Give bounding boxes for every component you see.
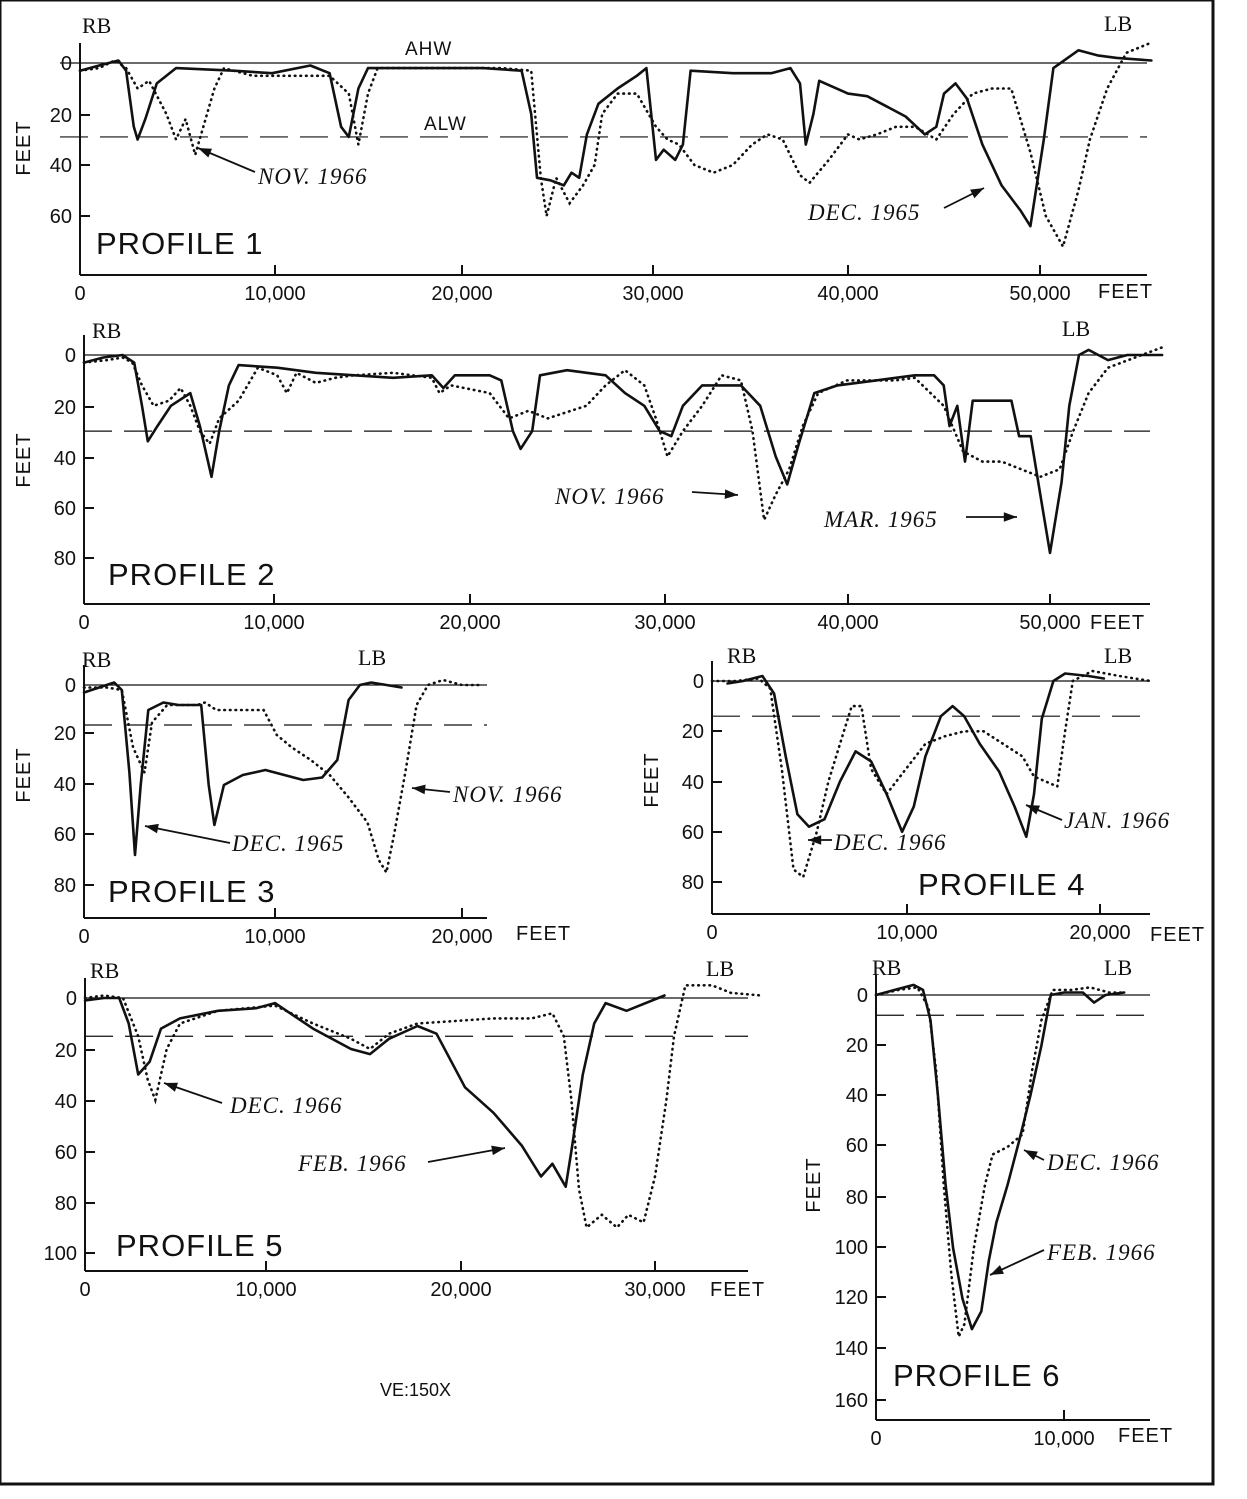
x-unit-label: FEET [1150, 924, 1206, 946]
y-axis-label: FEET [13, 432, 35, 488]
high-water-label: AHW [405, 39, 453, 60]
annotation-label: DEC. 1966 [1047, 1150, 1160, 1175]
left-bank-label: LB [1104, 955, 1133, 980]
series-jan-1966 [728, 674, 1104, 837]
profile-1-chart [13, 11, 1153, 305]
y-tick-label: 0 [60, 53, 72, 75]
profile-5-chart [44, 956, 766, 1301]
y-tick-label: 0 [856, 985, 868, 1007]
annotation-arrowhead [725, 489, 738, 499]
y-tick-label: 140 [834, 1338, 868, 1360]
annotation-label: NOV. 1966 [555, 484, 665, 509]
y-tick-label: 0 [64, 675, 76, 697]
y-tick-label: 80 [845, 1187, 868, 1209]
x-unit-label: FEET [710, 1279, 766, 1301]
y-tick-label: 100 [834, 1237, 868, 1259]
annotation-arrowhead [198, 148, 212, 158]
x-tick-label: 20,000 [431, 926, 493, 948]
y-tick-label: 20 [49, 105, 72, 127]
annotation-label: DEC. 1966 [230, 1093, 343, 1118]
x-tick-label: 10,000 [235, 1279, 297, 1301]
y-tick-label: 60 [49, 206, 72, 228]
profile-title: PROFILE 3 [108, 874, 276, 909]
profile-2-chart [13, 316, 1162, 634]
y-tick-label: 40 [49, 155, 72, 177]
annotation-arrowhead [990, 1265, 1004, 1275]
x-tick-label: 0 [78, 926, 90, 948]
y-tick-label: 60 [845, 1135, 868, 1157]
y-tick-label: 60 [681, 822, 704, 844]
x-tick-label: 30,000 [622, 283, 684, 305]
y-tick-label: 20 [681, 721, 704, 743]
annotation-arrowhead [145, 824, 159, 833]
series-mar-1965 [84, 350, 1162, 553]
x-tick-label: 10,000 [243, 612, 305, 634]
x-unit-label: FEET [1090, 612, 1146, 634]
x-tick-label: 0 [78, 612, 90, 634]
low-water-label: ALW [424, 114, 467, 135]
y-axis-label: FEET [641, 752, 663, 808]
ve-label: VE:150X [380, 1380, 452, 1400]
y-tick-label: 20 [845, 1035, 868, 1057]
profile-title: PROFILE 2 [108, 557, 276, 592]
y-tick-label: 40 [681, 772, 704, 794]
annotation-label: DEC. 1966 [834, 830, 947, 855]
y-tick-label: 20 [54, 1040, 77, 1062]
y-axis-label: FEET [13, 120, 35, 176]
x-tick-label: 10,000 [876, 922, 938, 944]
right-bank-label: RB [872, 955, 902, 980]
series-nov-1966 [80, 43, 1151, 247]
annotation-label: FEB. 1966 [1047, 1240, 1156, 1265]
left-bank-label: LB [1062, 316, 1091, 341]
left-bank-label: LB [358, 645, 387, 670]
annotation-label: DEC. 1965 [808, 200, 921, 225]
profile-title: PROFILE 6 [893, 1358, 1061, 1393]
annotation-label: NOV. 1966 [258, 164, 368, 189]
y-tick-label: 80 [54, 1193, 77, 1215]
left-bank-label: LB [1104, 11, 1133, 36]
annotation-arrowhead [1024, 1150, 1038, 1160]
x-tick-label: 0 [706, 922, 718, 944]
profile-6-chart [803, 955, 1173, 1450]
x-tick-label: 10,000 [244, 926, 306, 948]
profile-4-chart [641, 643, 1205, 946]
x-tick-label: 20,000 [439, 612, 501, 634]
annotation-arrowhead [1026, 805, 1040, 815]
x-unit-label: FEET [1098, 281, 1154, 303]
x-tick-label: 0 [870, 1428, 882, 1450]
profile-title: PROFILE 4 [918, 867, 1086, 902]
y-tick-label: 80 [681, 872, 704, 894]
x-unit-label: FEET [516, 923, 572, 945]
profile-3-chart [13, 645, 571, 948]
y-tick-label: 40 [845, 1085, 868, 1107]
left-bank-label: LB [706, 956, 735, 981]
y-tick-label: 60 [54, 1142, 77, 1164]
y-tick-label: 0 [65, 988, 77, 1010]
x-tick-label: 10,000 [244, 283, 306, 305]
right-bank-label: RB [82, 647, 112, 672]
y-axis-label: FEET [803, 1157, 825, 1213]
y-tick-label: 40 [53, 774, 76, 796]
y-tick-label: 40 [53, 448, 76, 470]
x-unit-label: FEET [1118, 1425, 1174, 1447]
right-bank-label: RB [727, 643, 757, 668]
annotation-label: DEC. 1965 [232, 831, 345, 856]
annotation-arrowhead [412, 785, 426, 795]
x-tick-label: 20,000 [431, 283, 493, 305]
right-bank-label: RB [90, 958, 120, 983]
annotation-arrowhead [1004, 512, 1017, 522]
x-tick-label: 40,000 [817, 612, 879, 634]
annotation-label: NOV. 1966 [453, 782, 563, 807]
profile-title: PROFILE 5 [116, 1228, 284, 1263]
series-dec-1965 [84, 683, 402, 856]
annotation-label: JAN. 1966 [1064, 808, 1171, 833]
x-tick-label: 40,000 [817, 283, 879, 305]
x-tick-label: 20,000 [1069, 922, 1131, 944]
x-tick-label: 30,000 [624, 1279, 686, 1301]
y-axis-label: FEET [13, 747, 35, 803]
x-tick-label: 10,000 [1033, 1428, 1095, 1450]
y-tick-label: 80 [53, 548, 76, 570]
y-tick-label: 20 [53, 723, 76, 745]
annotation-arrowhead [970, 188, 984, 198]
annotation-arrowhead [491, 1146, 505, 1156]
y-tick-label: 100 [43, 1243, 77, 1265]
annotation-arrowhead [808, 835, 821, 845]
series-dec-1965 [80, 50, 1151, 226]
profile-title: PROFILE 1 [96, 226, 264, 261]
y-tick-label: 40 [54, 1091, 77, 1113]
y-tick-label: 160 [834, 1390, 868, 1412]
y-tick-label: 120 [834, 1287, 868, 1309]
x-tick-label: 0 [79, 1279, 91, 1301]
y-tick-label: 20 [53, 397, 76, 419]
y-tick-label: 0 [64, 345, 76, 367]
series-dec-1966 [85, 985, 761, 1227]
annotation-arrowhead [164, 1083, 178, 1092]
annotation-label: MAR. 1965 [824, 507, 938, 532]
x-tick-label: 20,000 [430, 1279, 492, 1301]
left-bank-label: LB [1104, 643, 1133, 668]
x-tick-label: 50,000 [1019, 612, 1081, 634]
y-tick-label: 0 [692, 671, 704, 693]
y-tick-label: 80 [53, 875, 76, 897]
x-tick-label: 30,000 [634, 612, 696, 634]
y-tick-label: 60 [53, 498, 76, 520]
right-bank-label: RB [92, 318, 122, 343]
right-bank-label: RB [82, 13, 112, 38]
x-tick-label: 50,000 [1009, 283, 1071, 305]
annotation-label: FEB. 1966 [298, 1151, 407, 1176]
y-tick-label: 60 [53, 824, 76, 846]
x-tick-label: 0 [74, 283, 86, 305]
